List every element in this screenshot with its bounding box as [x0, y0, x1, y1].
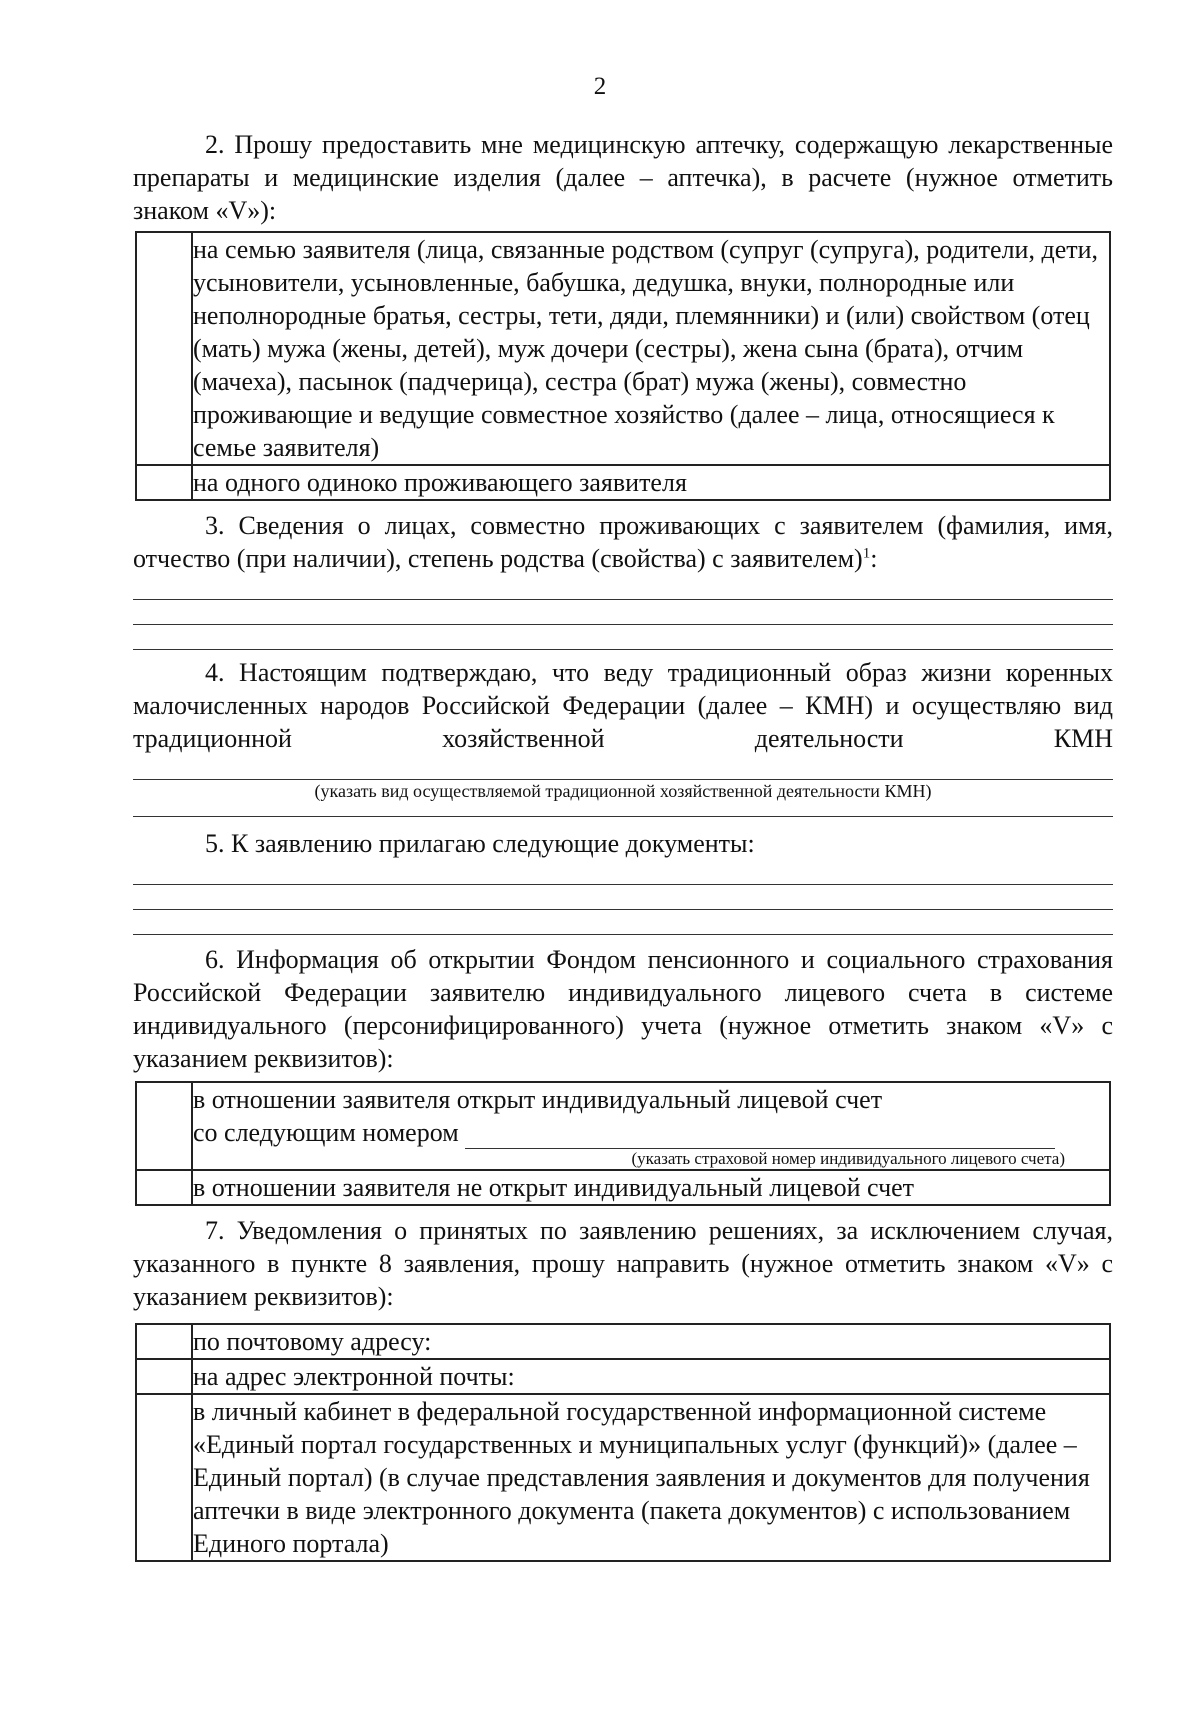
- activity-type-line-2[interactable]: [133, 802, 1113, 817]
- activity-type-hint: (указать вид осуществляемой традиционной хозяйственной деятельности КМН): [314, 781, 932, 801]
- page-number: 2: [593, 73, 607, 100]
- option-postal-label: по почтовому адресу:: [192, 1324, 1110, 1359]
- section-3-colon: :: [870, 544, 878, 573]
- option-row-account-not-open: [136, 1170, 1110, 1205]
- account-number-field[interactable]: [465, 1122, 1055, 1149]
- account-open-label: со следующим номером: [193, 1118, 459, 1147]
- option-single-label: на одного одиноко проживающего заявителя: [192, 465, 1110, 500]
- option-account-open: [192, 1082, 1110, 1170]
- section-3-text: [133, 509, 1113, 575]
- account-open-line-2: [193, 1116, 1109, 1149]
- activity-type-line[interactable]: [133, 755, 1113, 780]
- documents-line-2[interactable]: [133, 885, 1113, 910]
- option-row-family: [136, 232, 1110, 465]
- checkbox-account-not-open[interactable]: [136, 1170, 192, 1205]
- section-2-intro: 2. Прошу предоставить мне медицинскую аптечку, содержащую лекарственные препараты и медицинские изделия (далее – аптечка), в расчете (нужное отметить знаком «V»):: [133, 130, 1113, 225]
- section-7-intro: 7. Уведомления о принятых по заявлению решениях, за исключением случая, указанного в пункте 8 заявления, прошу направить (нужное отметить знаком «V» с указанием реквизитов):: [133, 1216, 1113, 1311]
- section-6-options: [135, 1081, 1111, 1206]
- section-4-text: 4. Настоящим подтверждаю, что веду традиционный образ жизни коренных малочисленных народов Российской Федерации (далее – КМН) и осуществляю вид традиционной хозяйственной деятельности КМН: [133, 658, 1113, 753]
- form-content: [133, 128, 1113, 1562]
- documents-line-1[interactable]: [133, 860, 1113, 885]
- checkbox-email[interactable]: [136, 1359, 192, 1394]
- option-email-label: на адрес электронной почты:: [192, 1359, 1110, 1394]
- option-row-postal: [136, 1324, 1110, 1359]
- account-open-line-1: в отношении заявителя открыт индивидуальный лицевой счет: [193, 1085, 883, 1114]
- cohabitants-line-2[interactable]: [133, 600, 1113, 625]
- section-7-options: [135, 1323, 1111, 1562]
- cohabitants-line-1[interactable]: [133, 575, 1113, 600]
- option-family-label: на семью заявителя (лица, связанные родством (супруг (супруга), родители, дети, усыновители, усыновленные, бабушка, дедушка, внуки, полнородные или неполнородные братья, сестры, тети, дяди, племянники) и (или) свойством (отец (мать) мужа (жены, детей), муж дочери (сестры), жена сына (брата), отчим (мачеха), пасынок (падчерица), сестра (брат) мужа (жены), совместно проживающие и ведущие совместное хозяйство (далее – лица, относящиеся к семье заявителя): [192, 232, 1110, 465]
- option-account-not-open-label: в отношении заявителя не открыт индивидуальный лицевой счет: [192, 1170, 1110, 1205]
- option-row-portal: [136, 1394, 1110, 1561]
- option-row-email: [136, 1359, 1110, 1394]
- checkbox-postal[interactable]: [136, 1324, 192, 1359]
- checkbox-account-open[interactable]: [136, 1082, 192, 1170]
- option-row-single: [136, 465, 1110, 500]
- option-row-account-open: [136, 1082, 1110, 1170]
- footnote-mark: 1: [862, 545, 871, 562]
- section-3-body: 3. Сведения о лицах, совместно проживающих с заявителем (фамилия, имя, отчество (при наличии), степень родства (свойства) с заявителем): [133, 511, 1113, 573]
- section-2-options: [135, 231, 1111, 501]
- checkbox-single[interactable]: [136, 465, 192, 500]
- documents-line-3[interactable]: [133, 910, 1113, 935]
- account-number-hint: (указать страховой номер индивидуального лицевого счета): [631, 1149, 1065, 1168]
- option-portal-label: в личный кабинет в федеральной государственной информационной системе «Единый портал государственных и муниципальных услуг (функций)» (далее – Единый портал) (в случае представления заявления и документов для получения аптечки в виде электронного документа (пакета документов) с использованием Единого портала): [192, 1394, 1110, 1561]
- cohabitants-line-3[interactable]: [133, 625, 1113, 650]
- checkbox-family[interactable]: [136, 232, 192, 465]
- checkbox-portal[interactable]: [136, 1394, 192, 1561]
- section-5-text: 5. К заявлению прилагаю следующие документы:: [205, 829, 755, 858]
- section-6-intro: 6. Информация об открытии Фондом пенсионного и социального страхования Российской Федерации заявителю индивидуального лицевого счета в системе индивидуального (персонифицированного) учета (нужное отметить знаком «V» с указанием реквизитов):: [133, 945, 1113, 1073]
